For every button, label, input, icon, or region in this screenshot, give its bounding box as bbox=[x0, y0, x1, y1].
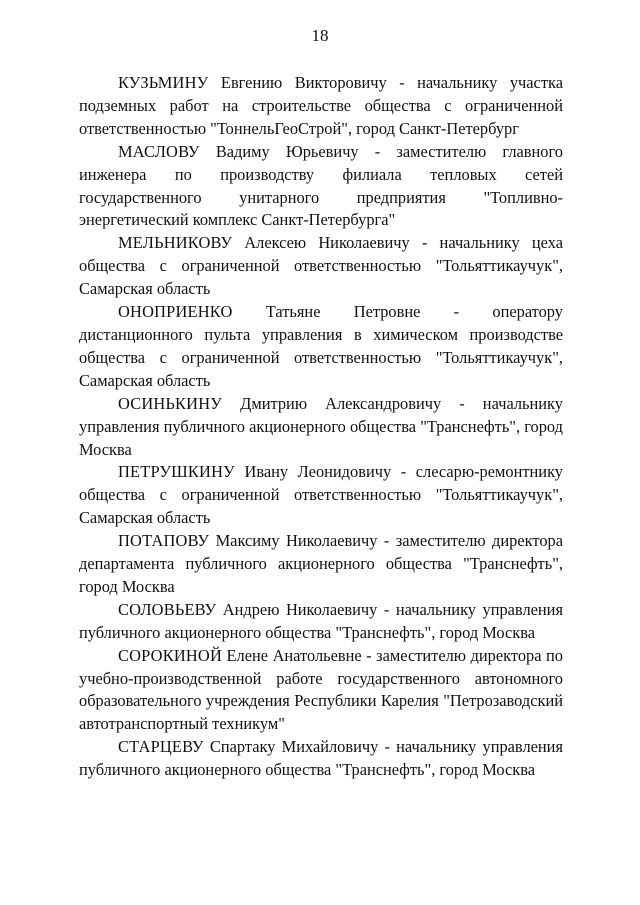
list-item bbox=[79, 530, 563, 599]
entry-text: Андрею Николаевичу - начальнику управления публичного акционерного общества "Транснефть", город Москва bbox=[79, 599, 563, 642]
surname: МАСЛОВУ bbox=[118, 141, 200, 161]
surname: ОСИНЬКИНУ bbox=[118, 393, 223, 413]
entry-text: Спартаку Михайловичу - начальнику управления публичного акционерного общества "Транснефть", город Москва bbox=[79, 737, 563, 780]
entry-text: Вадиму Юрьевичу - заместителю главного инженера по производству филиала тепловых сетей государственного унитарного предприятия "Топливно-энергетический комплекс Санкт-Петербурга" bbox=[79, 141, 563, 230]
entry-text: Елене Анатольевне - заместителю директора по учебно-производственной работе государственного автономного образовательного учреждения Республики Карелия "Петрозаводский автотранспортный техникум" bbox=[79, 645, 563, 734]
list-item bbox=[79, 301, 563, 393]
list-item bbox=[79, 393, 563, 462]
entry-text: Максиму Николаевичу - заместителю директора департамента публичного акционерного общества "Транснефть", город Москва bbox=[79, 531, 563, 596]
surname: МЕЛЬНИКОВУ bbox=[118, 233, 233, 253]
list-item bbox=[79, 461, 563, 530]
award-list bbox=[79, 72, 563, 782]
entry-text: Татьяне Петровне - оператору дистанционного пульта управления в химическом производстве общества с ограниченной ответственностью "Тольяттикаучук", Самарская область bbox=[79, 302, 563, 390]
list-item bbox=[79, 599, 563, 645]
list-item bbox=[79, 736, 563, 782]
list-item bbox=[79, 72, 563, 141]
list-item bbox=[79, 645, 563, 737]
entry-text: Дмитрию Александровичу - начальнику управления публичного акционерного общества "Транснефть", город Москва bbox=[79, 393, 563, 459]
list-item bbox=[79, 141, 563, 233]
surname: СОРОКИНОЙ bbox=[118, 645, 223, 665]
surname: СОЛОВЬЕВУ bbox=[118, 599, 217, 619]
surname: ПОТАПОВУ bbox=[118, 531, 210, 551]
page-number: 18 bbox=[311, 26, 329, 45]
entry-text: Ивану Леонидовичу - слесарю-ремонтнику общества с ограниченной ответственностью "Тольяттикаучук", Самарская область bbox=[79, 462, 563, 528]
entry-text: Алексею Николаевичу - начальнику цеха общества с ограниченной ответственностью "Тольяттикаучук", Самарская область bbox=[79, 233, 563, 299]
surname: КУЗЬМИНУ bbox=[118, 73, 209, 92]
surname: ПЕТРУШКИНУ bbox=[118, 462, 235, 482]
list-item bbox=[79, 232, 563, 301]
surname: ОНОПРИЕНКО bbox=[118, 302, 233, 322]
surname: СТАРЦЕВУ bbox=[118, 737, 204, 757]
entry-text: Евгению Викторовичу - начальнику участка подземных работ на строительстве общества с ограниченной ответственностью "ТоннельГеоСтрой", город Санкт-Петербург bbox=[79, 73, 563, 138]
